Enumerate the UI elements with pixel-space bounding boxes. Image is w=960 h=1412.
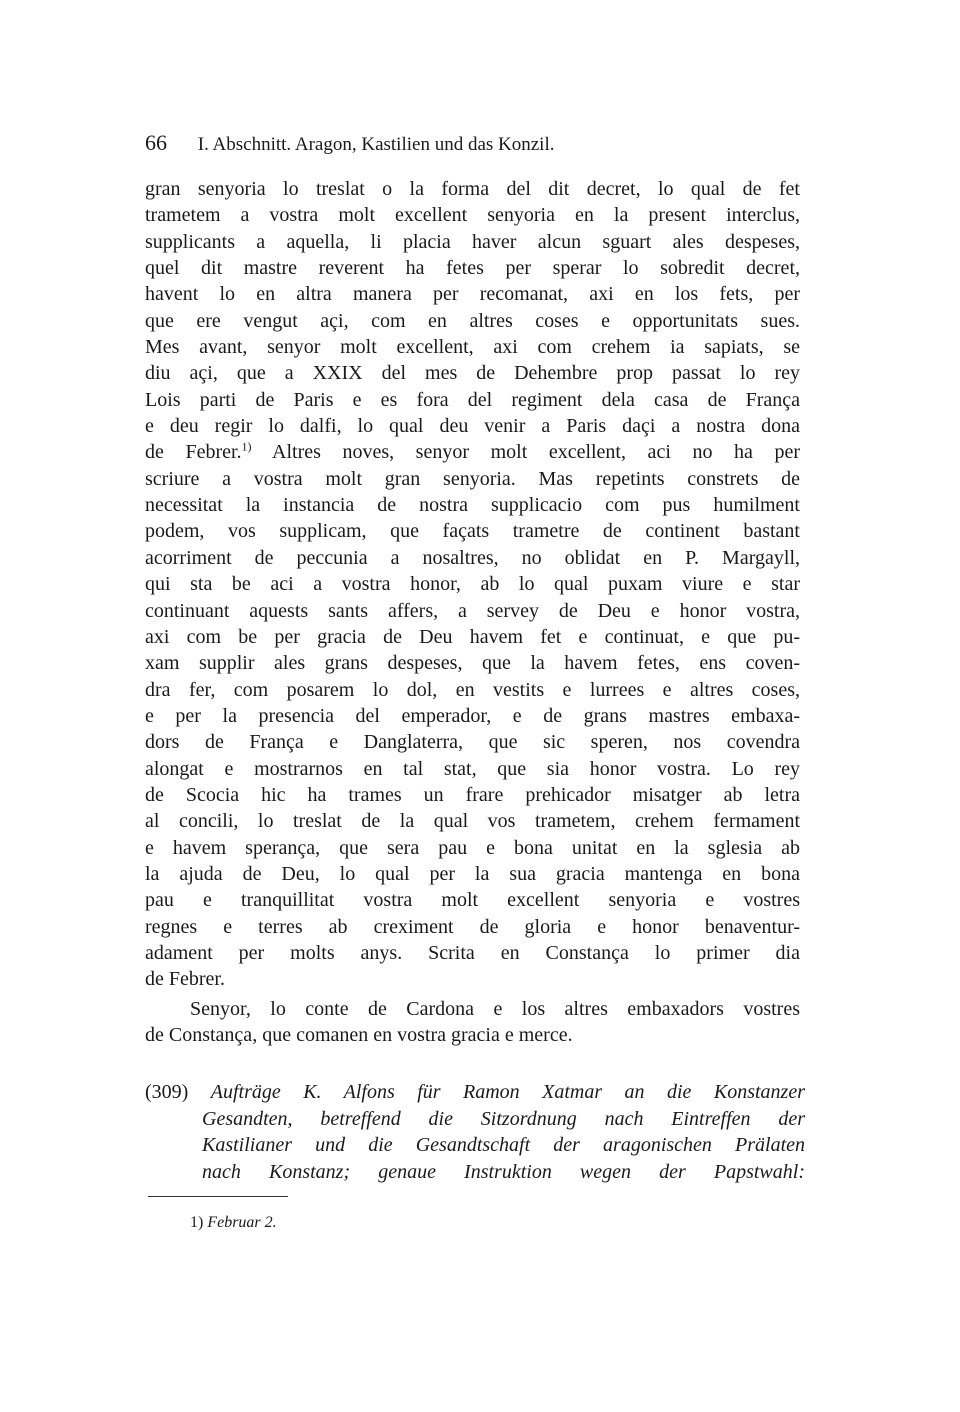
- main-text-block: [145, 176, 800, 993]
- text-line: dors de França e Danglaterra, que sic speren, nos covendra: [145, 731, 800, 754]
- text-line: e deu regir lo dalfi, lo qual deu venir a Paris daçi a nostra dona: [145, 415, 800, 438]
- text-line: axi com be per gracia de Deu havem fet e continuat, e que pu-: [145, 625, 800, 648]
- text-line: al concili, lo treslat de la qual vos trametem, crehem fermament: [145, 810, 800, 833]
- entry-title-line: Gesandten, betreffend die Sitzordnung nach Eintreffen der: [202, 1107, 805, 1130]
- text-line: alongat e mostrarnos en tal stat, que sia honor vostra. Lo rey: [145, 757, 800, 780]
- footnote-text: Februar 2.: [207, 1214, 277, 1231]
- text-line: diu açi, que a XXIX del mes de Dehembre prop passat lo rey: [145, 362, 800, 385]
- text-line: de Scocia hic ha trames un frare prehicador misatger ab letra: [145, 783, 800, 806]
- entry-first-line: [145, 1079, 805, 1106]
- text-line: xam supplir ales grans despeses, que la havem fetes, ens coven-: [145, 652, 800, 675]
- footnote-reference: 1): [241, 439, 252, 454]
- entry-title-line: nach Konstanz; genaue Instruktion wegen der Papstwahl:: [202, 1160, 805, 1183]
- document-entry-heading: [145, 1079, 805, 1185]
- text-fragment: de Febrer.: [145, 441, 242, 464]
- text-line: podem, vos supplicam, que façats trametre de continent bastant: [145, 520, 800, 543]
- text-line: gran senyoria lo treslat o la forma del dit decret, lo qual de fet: [145, 178, 800, 200]
- text-line: que ere vengut açi, com en altres coses e opportunitats sues.: [145, 309, 800, 332]
- text-line: continuant aquests sants affers, a servey de Deu e honor vostra,: [145, 599, 800, 622]
- text-line: Mes avant, senyor molt excellent, axi com crehem ia sapiats, se: [145, 336, 800, 359]
- page-number: 66: [145, 130, 167, 155]
- running-header: [145, 128, 805, 158]
- text-line: havent lo en altra manera per recomanat, axi en los fets, per: [145, 283, 800, 306]
- text-line: acorriment de peccunia a nosaltres, no oblidat en P. Margayll,: [145, 546, 800, 569]
- text-line: dra fer, com posarem lo dol, en vestits e lurrees e altres coses,: [145, 678, 800, 701]
- text-line: trametem a vostra molt excellent senyoria en la present interclus,: [145, 204, 800, 227]
- text-line: de Febrer.: [145, 968, 225, 991]
- entry-number: (309): [145, 1081, 189, 1103]
- text-line: adament per molts anys. Scrita en Constança lo primer dia: [145, 941, 800, 964]
- text-line: qui sta be aci a vostra honor, ab lo qual puxam viure e star: [145, 573, 800, 596]
- text-line: de Constança, que comanen en vostra gracia e merce.: [145, 1024, 573, 1047]
- text-line: necessitat la instancia de nostra supplicacio com pus humilment: [145, 494, 800, 517]
- text-line: regnes e terres ab creximent de gloria e honor benaventur-: [145, 915, 800, 938]
- text-line: quel dit mastre reverent ha fetes per sperar lo sobredit decret,: [145, 257, 800, 280]
- text-line: e havem sperança, que sera pau e bona unitat en la sglesia ab: [145, 836, 800, 859]
- text-line: Senyor, lo conte de Cardona e los altres embaxadors vostres: [190, 998, 800, 1020]
- text-line: supplicants a aquella, li placia haver alcun sguart ales despeses,: [145, 230, 800, 253]
- closing-paragraph: [145, 996, 800, 1049]
- entry-title-text: Aufträge K. Alfons für Ramon Xatmar an die Konstanzer: [210, 1081, 805, 1103]
- footnote-divider: [148, 1196, 288, 1197]
- text-line: e per la presencia del emperador, e de grans mastres embaxa-: [145, 704, 800, 727]
- running-title: I. Abschnitt. Aragon, Kastilien und das Konzil.: [197, 134, 555, 155]
- text-line: pau e tranquillitat vostra molt excellent senyoria e vostres: [145, 889, 800, 912]
- footnote-mark: 1): [190, 1214, 204, 1231]
- text-line: scriure a vostra molt gran senyoria. Mas repetints constrets de: [145, 467, 800, 490]
- text-fragment: Altres noves, senyor molt excellent, aci no ha per: [251, 441, 800, 464]
- text-line: la ajuda de Deu, lo qual per la sua gracia mantenga en bona: [145, 862, 800, 885]
- text-line: Lois parti de Paris e es fora del regiment dela casa de França: [145, 388, 800, 411]
- footnote: [190, 1212, 277, 1234]
- entry-title-line: Kastilianer und die Gesandtschaft der aragonischen Prälaten: [202, 1134, 805, 1156]
- text-line-with-footnote: [145, 439, 800, 465]
